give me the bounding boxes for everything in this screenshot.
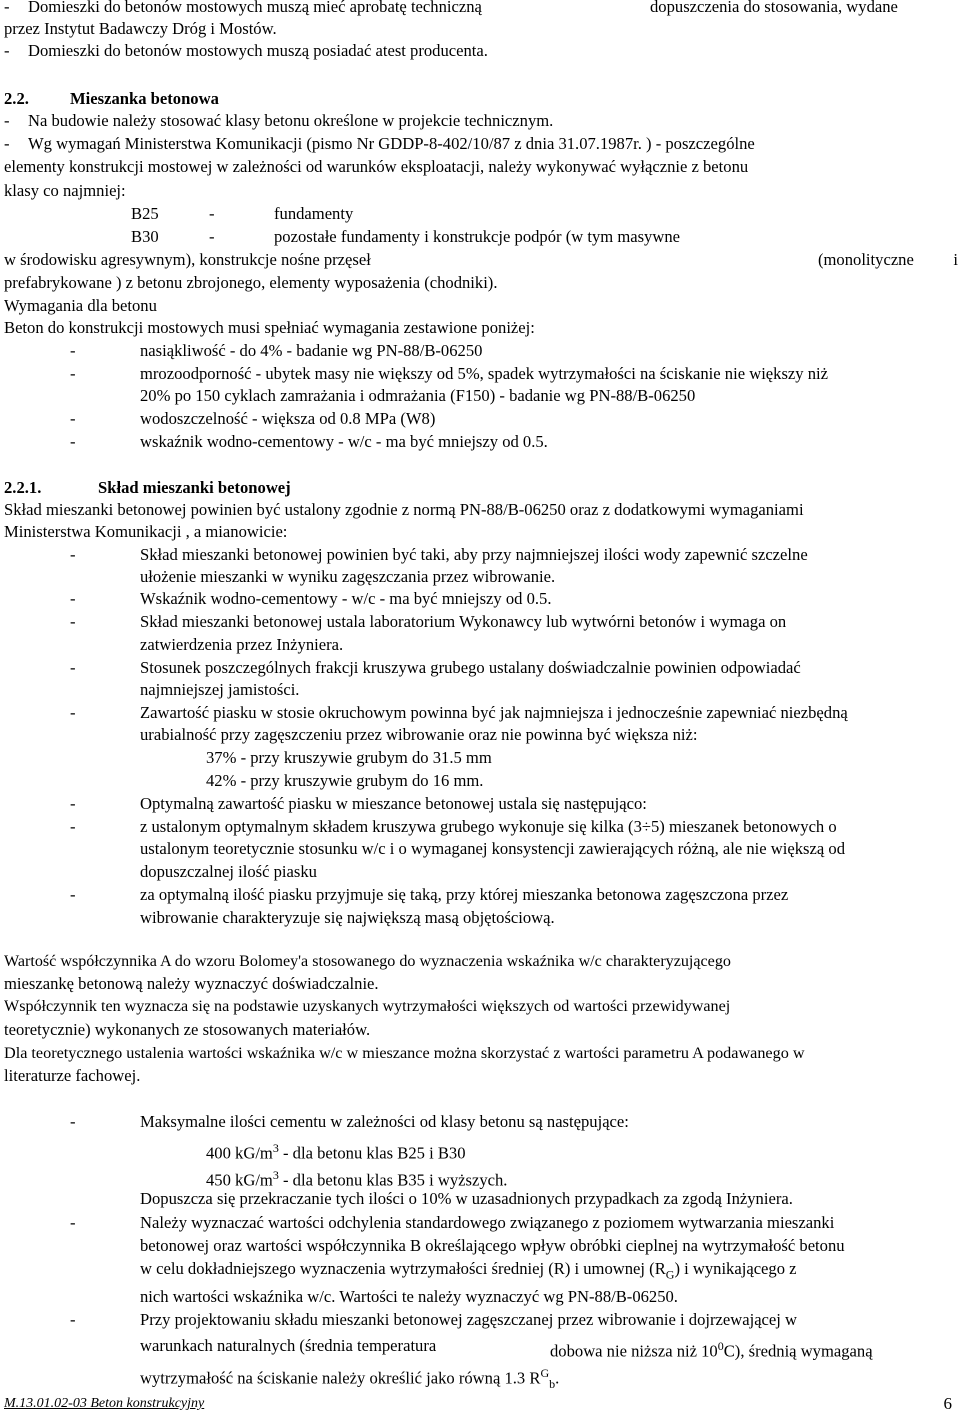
paragraph-line: teoretycznie) wykonanych ze stosowanych materiałów. [4, 1020, 371, 1039]
paragraph-line: Wartość współczynnika A do wzoru Bolomey'a stosowanego do wyznaczenia wskaźnika w/c charakteryzującego [4, 953, 731, 970]
list-item: - Domieszki do betonów mostowych muszą posiadać atest producenta. [4, 41, 488, 60]
list-item: - Domieszki do betonów mostowych muszą mieć aprobatę techniczną dopuszczenia do stosowania, wydane [4, 0, 898, 16]
section-heading: 2.2.1. Skład mieszanki betonowej [4, 478, 291, 497]
text-line: Ministerstwa Komunikacji , a mianowicie: [4, 522, 288, 541]
text-line: Skład mieszanki betonowej powinien być ustalony zgodnie z normą PN-88/B-06250 oraz z dodatkowymi wymaganiami [4, 500, 804, 519]
text-line: elementy konstrukcji mostowej w zależności od warunków eksploatacji, należy wykonywać wyłącznie z betonu [4, 157, 749, 176]
list-item: - Wg wymagań Ministerstwa Komunikacji (pismo Nr GDDP-8-402/10/87 z dnia 31.07.1987r. ) - poszczególne [4, 134, 755, 153]
text-line: w środowisku agresywnym), konstrukcje nośne przęseł (monolityczne i [4, 250, 958, 269]
section-heading: 2.2. Mieszanka betonowa [4, 89, 219, 108]
list-item: - Na budowie należy stosować klasy betonu określone w projekcie technicznym. [4, 111, 554, 130]
text-line: prefabrykowane ) z betonu zbrojonego, elementy wyposażenia (chodniki). [4, 273, 498, 292]
paragraph-line: mieszankę betonową należy wyznaczyć doświadczalnie. [4, 974, 379, 993]
page-number: 6 [943, 1394, 952, 1413]
paragraph-line: Współczynnik ten wyznacza się na podstawie uzyskanych wytrzymałości większych od wartości przewidywanej [4, 998, 731, 1015]
text-line: przez Instytut Badawczy Dróg i Mostów. [4, 19, 277, 38]
text-line: Beton do konstrukcji mostowych musi spełniać wymagania zestawione poniżej: [4, 318, 535, 337]
paragraph-line: literaturze fachowej. [4, 1066, 141, 1085]
footer-document-code: M.13.01.02-03 Beton konstrukcyjny [4, 1396, 205, 1411]
subheading: Wymagania dla betonu [4, 296, 157, 315]
text-line: klasy co najmniej: [4, 181, 126, 200]
paragraph-line: Dla teoretycznego ustalenia wartości wskaźnika w/c w mieszance można skorzystać z wartości parametru A podawanego w [4, 1044, 805, 1062]
